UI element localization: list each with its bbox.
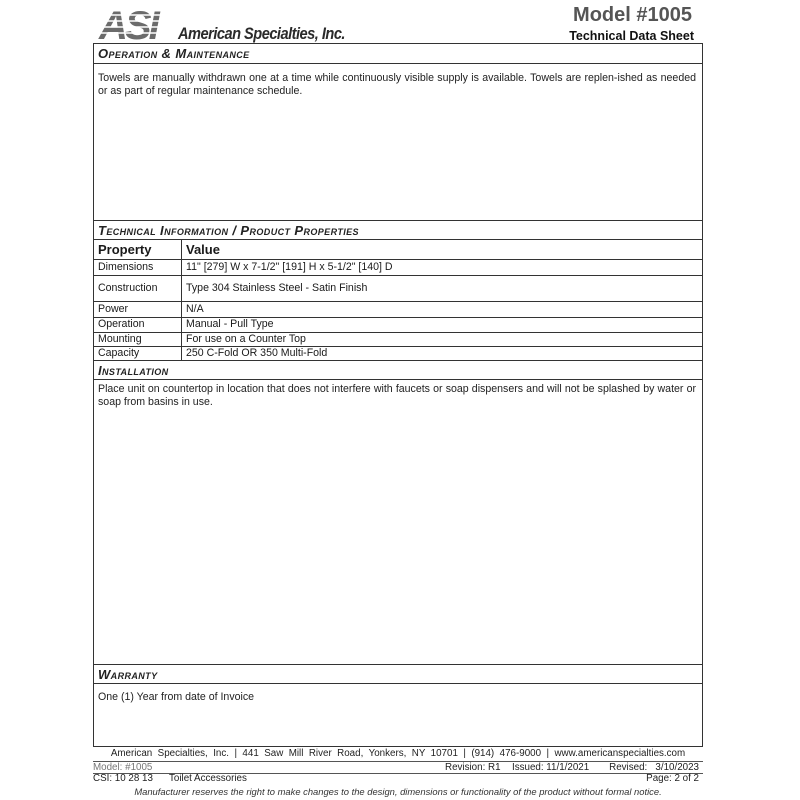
value-cell: For use on a Counter Top	[186, 333, 306, 345]
company-name: American Specialties, Inc.	[178, 24, 345, 43]
warranty-section-body: One (1) Year from date of Invoice	[98, 691, 255, 703]
logo-text: ASI	[99, 6, 157, 42]
table-row	[94, 301, 702, 318]
table-row	[94, 317, 702, 333]
technical-section-title: Technical Information / Product Properties	[94, 220, 702, 240]
operation-section-title: Operation & Maintenance	[94, 44, 702, 64]
operation-section-body: Towels are manually withdrawn one at a time while continuously visible supply is available. Towels are replen-ished as needed or as part of regular maintenance schedule.	[98, 72, 696, 97]
value-cell: Type 304 Stainless Steel - Satin Finish	[186, 282, 368, 294]
installation-section-title: Installation	[94, 360, 702, 380]
footer-csi: CSI: 10 28 13	[93, 773, 153, 784]
table-row	[94, 259, 702, 276]
footer-csi-row	[93, 773, 703, 784]
document-type: Technical Data Sheet	[569, 29, 694, 43]
table-header-row	[94, 240, 702, 260]
property-cell: Operation	[98, 318, 145, 330]
data-sheet-frame	[93, 43, 703, 747]
footer-page: Page: 2 of 2	[646, 773, 699, 784]
company-address: American Specialties, Inc. | 441 Saw Mill River Road, Yonkers, NY 10701 | (914) 476-9000 | www.americanspecialties.com	[110, 748, 686, 759]
column-header-value: Value	[186, 242, 220, 257]
value-cell: 250 C-Fold OR 350 Multi-Fold	[186, 347, 328, 359]
footer-revised: Revised: 3/10/2023	[609, 762, 699, 773]
installation-section-body: Place unit on countertop in location that does not interfere with faucets or soap dispensers and will not be splashed by water or soap from basins in use.	[98, 383, 696, 408]
property-cell: Construction	[98, 282, 158, 294]
table-row	[94, 332, 702, 347]
property-cell: Capacity	[98, 347, 140, 359]
table-row	[94, 275, 702, 302]
property-cell: Mounting	[98, 333, 142, 345]
footer-issued: Issued: 11/1/2021	[512, 762, 590, 773]
property-cell: Power	[98, 303, 129, 315]
footer-category: Toilet Accessories	[169, 773, 247, 784]
asi-logo	[97, 6, 189, 42]
model-title: Model #1005	[573, 4, 692, 26]
column-header-property: Property	[98, 242, 152, 257]
disclaimer: Manufacturer reserves the right to make changes to the design, dimensions or functionality of the product without formal notice.	[134, 786, 662, 797]
property-cell: Dimensions	[98, 261, 154, 273]
value-cell: N/A	[186, 303, 204, 315]
footer-revision-row	[93, 762, 703, 773]
value-cell: 11" [279] W x 7-1/2" [191] H x 5-1/2" [140] D	[186, 261, 393, 273]
footer-model: Model: #1005	[93, 762, 153, 773]
value-cell: Manual - Pull Type	[186, 318, 274, 330]
table-row	[94, 346, 702, 360]
footer-revision: Revision: R1	[445, 762, 501, 773]
warranty-section-title: Warranty	[94, 664, 702, 684]
